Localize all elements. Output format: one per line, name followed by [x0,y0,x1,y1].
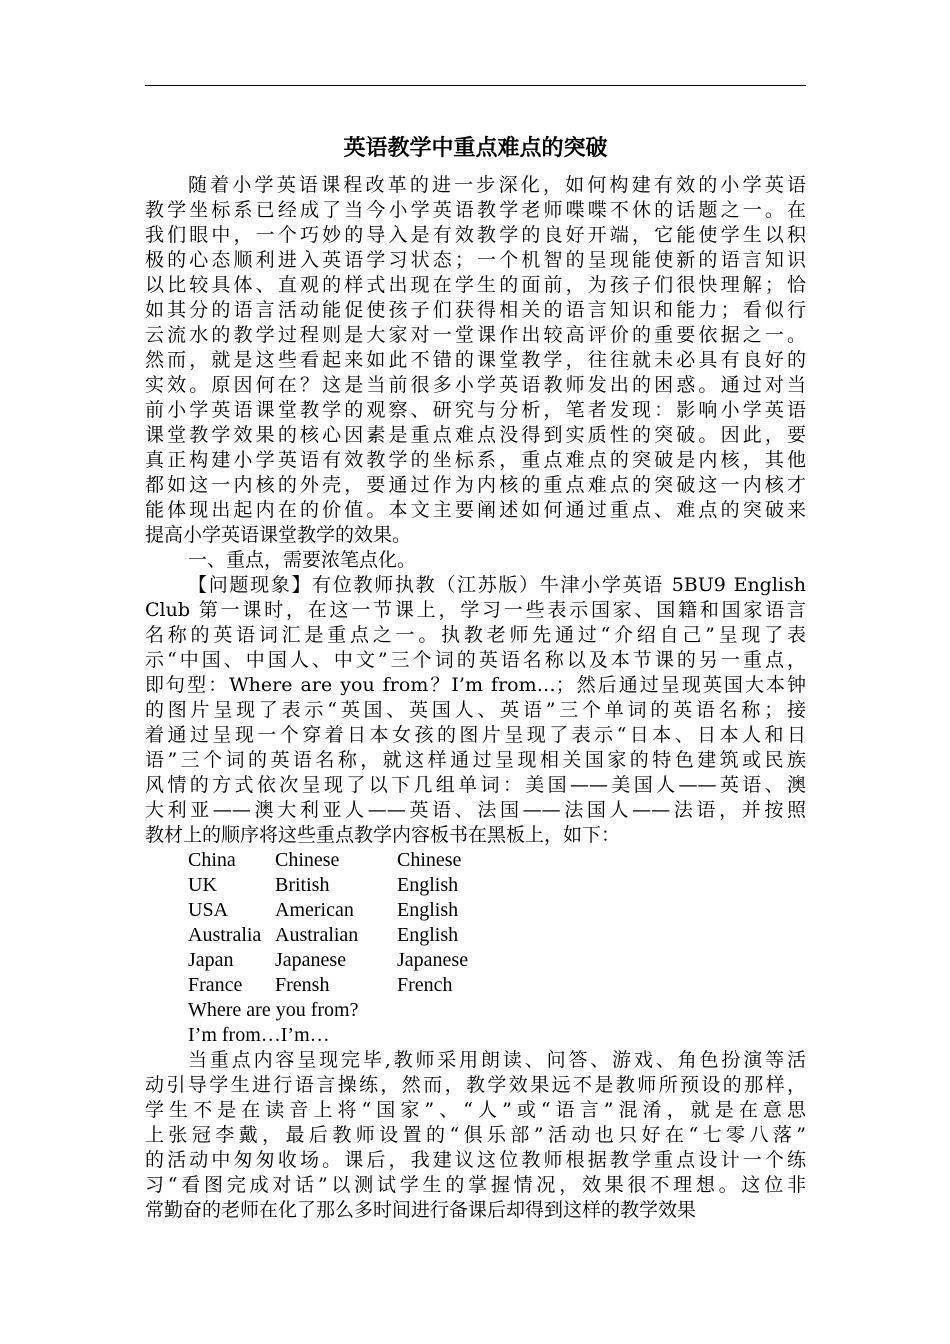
language-word: English [397,874,459,896]
document-title: 英语教学中重点难点的突破 [343,135,608,161]
country-word: France [188,974,243,996]
text-line: 随着小学英语课程改革的进一步深化，如何构建有效的小学英语 [188,174,806,196]
text-line: 常勤奋的老师在化了那么多时间进行备课后却得到这样的教学效果 [145,1199,697,1221]
text-line: 学生不是在读音上将“国家”、“人”或“语言”混淆，就是在意思 [145,1099,806,1121]
word-row [145,873,806,898]
country-word: Japan [188,949,234,971]
text-line: 云流水的教学过程则是大家对一堂课作出较高评价的重要依据之一。 [145,324,806,346]
language-word: Chinese [397,849,462,871]
text-line: 真正构建小学英语有效教学的坐标系，重点难点的突破是内核，其他 [145,449,806,471]
text-line: 教材上的顺序将这些重点教学内容板书在黑板上，如下： [145,824,621,846]
sentence-where-are-you-from: Where are you from? [188,999,359,1021]
language-word: English [397,899,459,921]
sentence-im-from: I’m from…I’m… [188,1024,330,1046]
text-line: 能体现出起内在的价值。本文主要阐述如何通过重点、难点的突破来 [145,499,806,521]
text-line: 的活动中匆匆收场。课后，我建议这位教师根据教学重点设计一个练 [145,1149,806,1171]
text-line: 上张冠李戴，最后教师设置的“俱乐部”活动也只好在“七零八落” [145,1124,806,1146]
language-word: English [397,924,459,946]
section-heading: 一、重点，需要浓笔点化。 [188,549,417,571]
paragraph-1 [145,173,806,548]
nationality-word: American [275,899,354,921]
country-word: Australia [188,924,262,946]
paragraph-3 [145,1048,806,1223]
word-row [145,948,806,973]
language-word: French [397,974,453,996]
text-line: 的图片呈现了表示“英国、英国人、英语”三个单词的英语名称；接 [145,699,806,721]
country-word: UK [188,874,217,896]
paragraph-2 [145,573,806,848]
text-line: 都如这一内核的外壳，要通过作为内核的重点难点的突破这一内核才 [145,474,806,496]
text-line: 课堂教学效果的核心因素是重点难点没得到实质性的突破。因此，要 [145,424,806,446]
word-row [145,973,806,998]
text-line: Club 第一课时，在这一节课上，学习一些表示国家、国籍和国家语言 [145,599,806,621]
nationality-word: Japanese [275,949,347,971]
text-line: 大利亚——澳大利亚人——英语、法国——法国人——法语，并按照 [145,799,806,821]
country-word: USA [188,899,229,921]
header-rule [145,85,806,86]
text-line: 风情的方式依次呈现了以下几组单词：美国——美国人——英语、澳 [145,774,806,796]
text-line: 提高小学英语课堂教学的效果。 [145,524,412,546]
text-line: 教学坐标系已经成了当今小学英语教学老师喋喋不休的话题之一。在 [145,199,806,221]
text-line: 即句型：Where are you from？I’m from…；然后通过呈现英国大本钟 [145,674,806,696]
nationality-word: Frensh [275,974,330,996]
text-line: 以比较具体、直观的样式出现在学生的面前，为孩子们很快理解；恰 [145,274,806,296]
word-row [145,898,806,923]
text-line: 前小学英语课堂教学的观察、研究与分析，笔者发现：影响小学英语 [145,399,806,421]
language-word: Japanese [397,949,469,971]
word-table [145,848,806,998]
text-line: 语”三个词的英语名称，就这样通过呈现相关国家的特色建筑或民族 [145,749,806,771]
text-line: 然而，就是这些看起来如此不错的课堂教学，往往就未必具有良好的 [145,349,806,371]
nationality-word: Chinese [275,849,340,871]
word-row [145,923,806,948]
document-body [145,173,806,1223]
text-line: 名称的英语词汇是重点之一。执教老师先通过“介绍自己”呈现了表 [145,624,806,646]
text-line: 动引导学生进行语言操练，然而，教学效果远不是教师所预设的那样， [145,1074,806,1096]
text-line: 当重点内容呈现完毕,教师采用朗读、问答、游戏、角色扮演等活 [188,1049,806,1071]
text-line: 示“中国、中国人、中文”三个词的英语名称以及本节课的另一重点， [145,649,806,671]
nationality-word: British [275,874,330,896]
text-line: 习“看图完成对话”以测试学生的掌握情况，效果很不理想。这位非 [145,1174,806,1196]
text-line: 实效。原因何在？这是当前很多小学英语教师发出的困惑。通过对当 [145,374,806,396]
text-line: 如其分的语言活动能促使孩子们获得相关的语言知识和能力；看似行 [145,299,806,321]
country-word: China [188,849,236,871]
word-row [145,848,806,873]
text-line: 极的心态顺利进入英语学习状态；一个机智的呈现能使新的语言知识 [145,249,806,271]
nationality-word: Australian [275,924,359,946]
text-line: 【问题现象】有位教师执教（江苏版）牛津小学英语 5BU9 English [188,574,806,596]
text-line: 我们眼中，一个巧妙的导入是有效教学的良好开端，它能使学生以积 [145,224,806,246]
text-line: 着通过呈现一个穿着日本女孩的图片呈现了表示“日本、日本人和日 [145,724,806,746]
